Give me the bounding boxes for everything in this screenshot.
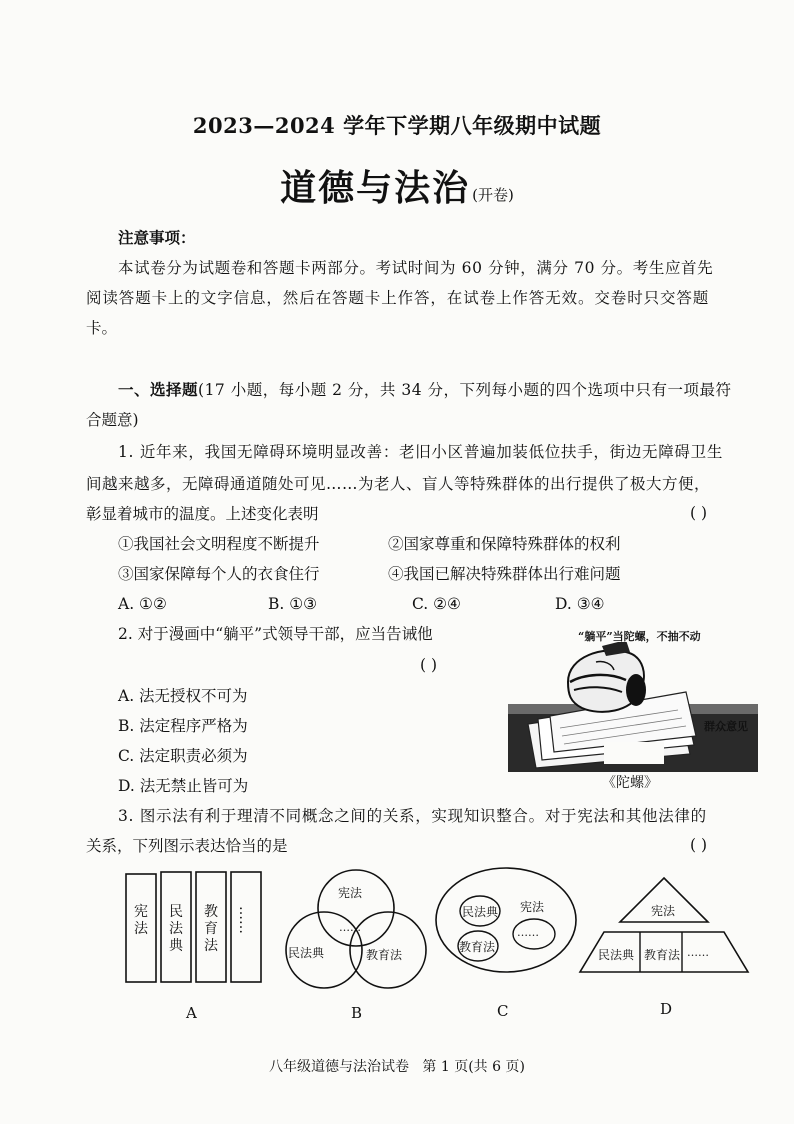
- diagram-b-label: B: [351, 1004, 363, 1022]
- cartoon-caption-bg: [604, 742, 664, 764]
- page-footer: 八年级道德与法治试卷 第 1 页(共 6 页): [269, 1059, 525, 1075]
- notice-line-1: 本试卷分为试题卷和答题卡两部分。考试时间为 60 分钟，满分 70 分。考生应首先: [118, 259, 714, 277]
- diagram-b-center-label: ……: [339, 921, 361, 934]
- q1-option-2: ②国家尊重和保障特殊群体的权利: [388, 535, 621, 553]
- subject-heading: [0, 160, 794, 211]
- q1-option-3: ③国家保障每个人的衣食住行: [118, 565, 320, 583]
- q2-answer-paren: ( ): [420, 656, 438, 674]
- diagram-c-item-4: ……: [517, 926, 539, 939]
- q2-choice-a: A. 法无授权不可为: [118, 687, 248, 705]
- diagram-c-item-1: 民法典: [462, 905, 499, 919]
- diagram-d-bottom-3: ……: [687, 946, 709, 959]
- diagram-a-label: A: [186, 1004, 197, 1022]
- q1-answer-paren: ( ): [690, 504, 708, 522]
- cartoon-top-figure: [568, 642, 646, 712]
- cartoon-image: [508, 642, 758, 772]
- q1-choice-d: D. ③④: [555, 595, 605, 613]
- section-heading-line-2: 合题意): [86, 411, 139, 429]
- q1-stem-line-1: 1. 近年来，我国无障碍环境明显改善：老旧小区普遍加装低位扶手，街边无障碍卫生: [118, 443, 724, 461]
- q1-option-1: ①我国社会文明程度不断提升: [118, 535, 320, 553]
- q2-choice-c: C. 法定职责必须为: [118, 747, 248, 765]
- diagram-b-top-label: 宪法: [338, 886, 363, 900]
- section-description: (17 小题，每小题 2 分，共 34 分，下列每小题的四个选项中只有一项最符: [198, 381, 732, 399]
- diagram-a-item-2: 民法典: [169, 904, 183, 954]
- q3-answer-paren: ( ): [690, 836, 708, 854]
- q1-choice-a: A. ①②: [118, 595, 167, 613]
- section-heading-line-1: [118, 380, 732, 400]
- diagram-d-label: D: [660, 1000, 673, 1018]
- q2-choice-d: D. 法无禁止皆可为: [118, 777, 249, 795]
- exam-title: 2023—2024 学年下学期八年级期中试题: [192, 113, 602, 138]
- q1-stem-line-2: 间越来越多，无障碍通道随处可见……为老人、盲人等特殊群体的出行提供了极大方便，: [86, 475, 711, 493]
- diagram-c-label: C: [497, 1002, 509, 1020]
- diagram-c-item-2: 宪法: [520, 900, 545, 914]
- q3-stem-line-2: 关系，下列图示表达恰当的是: [86, 837, 288, 855]
- q1-choice-c: C. ②④: [412, 595, 461, 613]
- subject-note: (开卷): [472, 186, 514, 204]
- q2-choice-b: B. 法定程序严格为: [118, 717, 248, 735]
- notice-line-3: 卡。: [86, 319, 118, 337]
- diagram-d-bottom-1: 民法典: [598, 948, 635, 962]
- diagram-b-left-label: 民法典: [288, 946, 325, 960]
- diagram-a-item-3: 教育法: [204, 904, 218, 954]
- cartoon-papers-label: 群众意见: [704, 720, 748, 733]
- diagram-a-item-4: ……: [236, 906, 252, 934]
- cartoon-caption: “躺平”当陀螺，不抽不动: [578, 630, 701, 643]
- diagram-b-circle-top: [318, 870, 394, 946]
- q3-stem-line-1: 3. 图示法有利于理清不同概念之间的关系，实现知识整合。对于宪法和其他法律的: [118, 807, 707, 825]
- q1-stem-line-3: 彰显着城市的温度。上述变化表明: [86, 505, 319, 523]
- subject-title: 道德与法治: [280, 167, 471, 209]
- notice-line-2: 阅读答题卡上的文字信息，然后在答题卡上作答，在试卷上作答无效。交卷时只交答题: [86, 289, 710, 307]
- diagram-c-outer: [436, 868, 576, 972]
- diagram-c-item-3: 教育法: [459, 940, 496, 954]
- cartoon-title: 《陀螺》: [602, 775, 658, 791]
- diagram-d-top-label: 宪法: [651, 904, 676, 918]
- diagram-a-item-1: 宪法: [134, 904, 148, 937]
- q2-stem: 2. 对于漫画中“躺平”式领导干部，应当告诫他: [118, 625, 433, 643]
- q1-choice-b: B. ①③: [268, 595, 318, 613]
- diagram-d-bottom-2: 教育法: [644, 948, 681, 962]
- notice-heading: 注意事项：: [118, 228, 196, 247]
- section-title: 一、选择题: [118, 380, 199, 399]
- diagram-b-right-label: 教育法: [366, 948, 403, 962]
- q1-option-4: ④我国已解决特殊群体出行难问题: [388, 565, 621, 583]
- diagram-c: [432, 864, 582, 984]
